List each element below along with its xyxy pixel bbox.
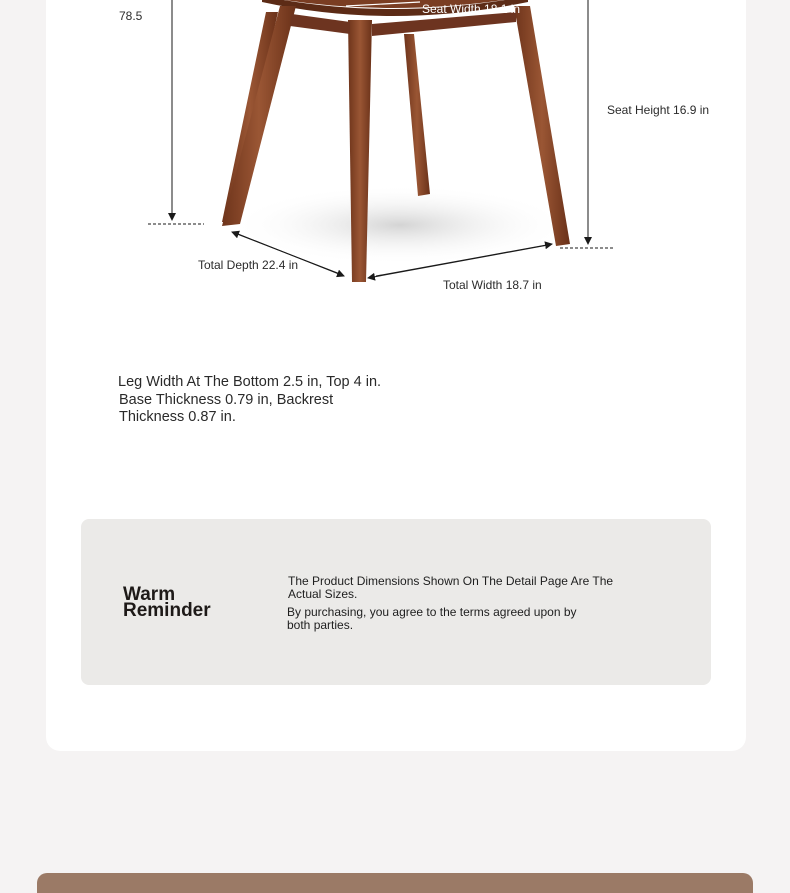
next-section-header [37,873,753,893]
total-width-label: Total Width 18.7 in [443,278,542,292]
dimensions-notice-text: The Product Dimensions Shown On The Detail Page Are The Actual Sizes. [288,574,614,601]
chair-back-leg-right [222,12,278,222]
seat-height-label: Seat Height 16.9 in [607,103,710,117]
chair-back-leg-left [404,34,430,196]
floor-shadow [230,185,570,265]
seat-width-label: Seat Width 18.1 in [422,2,521,16]
leg-width-text: Leg Width At The Bottom 2.5 in, Top 4 in. [118,374,382,390]
chair-front-leg-left [222,6,296,226]
chair-dimension-figure [0,0,790,330]
height-partial-label: 78.5 [119,9,143,23]
total-depth-label: Total Depth 22.4 in [198,258,299,272]
terms-notice-text: By purchasing, you agree to the terms agreed upon by both parties. [287,605,577,632]
warm-reminder-title: Warm Reminder [123,584,211,621]
warm-reminder-box [81,519,711,685]
base-backrest-text: Base Thickness 0.79 in, Backrest Thickness 0.87 in. [119,392,334,425]
